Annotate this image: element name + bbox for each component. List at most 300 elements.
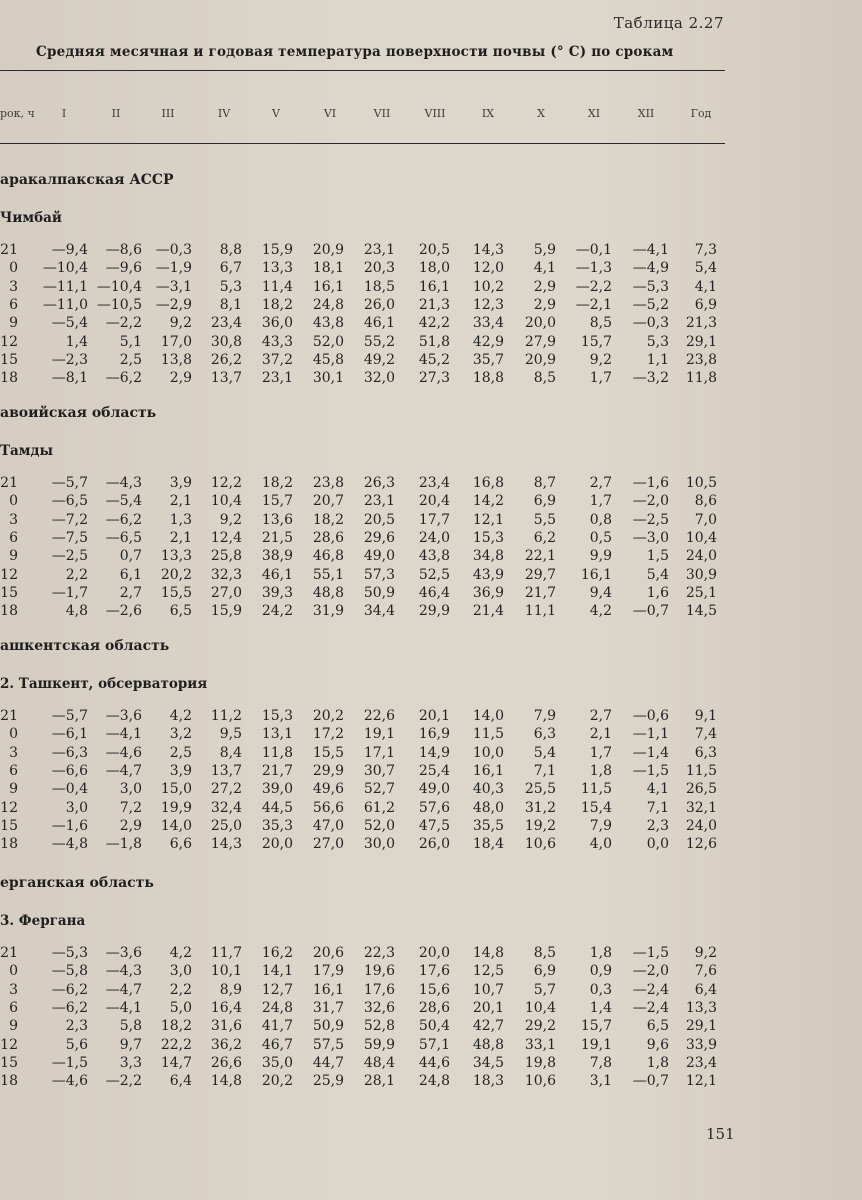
value-cell: 10,4 — [210, 493, 242, 510]
value-cell: 20,2 — [160, 566, 192, 583]
value-cell: 20,0 — [418, 945, 450, 961]
value-cell: 6,3 — [533, 726, 556, 743]
value-cell: 19,1 — [363, 726, 395, 743]
column-header-1: I — [61, 107, 67, 120]
hour-cell: 3 — [9, 511, 18, 528]
value-cell: 28,1 — [363, 1073, 395, 1090]
value-cell: 16,1 — [418, 278, 450, 295]
value-cell: 57,1 — [418, 1036, 450, 1053]
value-cell: 26,0 — [363, 296, 395, 313]
hour-cell: 0 — [9, 963, 18, 980]
value-cell: 3,2 — [169, 726, 192, 743]
value-cell: 38,9 — [261, 548, 293, 565]
value-cell: —3,6 — [105, 708, 142, 724]
value-cell: 42,2 — [418, 315, 450, 332]
value-cell: 2,9 — [533, 278, 556, 295]
value-cell: 18,3 — [472, 1073, 504, 1090]
hour-cell: 15 — [0, 817, 18, 834]
value-cell: 2,2 — [65, 566, 88, 583]
value-cell: —11,0 — [42, 296, 88, 313]
value-cell: 44,7 — [312, 1054, 344, 1071]
value-cell: 22,2 — [160, 1036, 192, 1053]
value-cell: 31,7 — [312, 999, 344, 1016]
value-cell: 15,4 — [580, 799, 612, 816]
value-cell: 47,0 — [312, 817, 344, 834]
value-cell: 17,1 — [363, 744, 395, 761]
value-cell: —7,2 — [51, 511, 88, 528]
value-cell: 36,2 — [210, 1036, 242, 1053]
value-cell: 11,1 — [524, 603, 556, 620]
column-header-10: X — [537, 107, 545, 120]
value-cell: 49,0 — [418, 781, 450, 798]
hour-cell: 3 — [9, 981, 18, 998]
value-cell: 7,1 — [646, 799, 669, 816]
value-cell: 6,1 — [119, 566, 142, 583]
value-cell: 41,7 — [261, 1018, 293, 1035]
value-cell: 24,8 — [418, 1073, 450, 1090]
value-cell: 52,8 — [363, 1018, 395, 1035]
value-cell: —6,3 — [51, 744, 88, 761]
value-cell: 46,1 — [261, 566, 293, 583]
value-cell: —1,8 — [105, 836, 142, 853]
table-row — [0, 529, 725, 547]
value-cell: 11,4 — [261, 278, 293, 295]
value-cell: —2,9 — [155, 296, 192, 313]
value-cell: 3,9 — [169, 762, 192, 779]
value-cell: 32,3 — [210, 566, 242, 583]
table-row — [0, 981, 725, 999]
value-cell: 17,7 — [418, 511, 450, 528]
value-cell: —7,5 — [51, 529, 88, 546]
value-cell: 14,3 — [210, 836, 242, 853]
value-cell: 46,7 — [261, 1036, 293, 1053]
value-cell: 1,1 — [646, 351, 669, 368]
value-cell: 33,9 — [685, 1036, 717, 1053]
value-cell: —0,3 — [632, 315, 669, 332]
value-cell: 21,5 — [261, 529, 293, 546]
column-header-7: VII — [373, 107, 391, 120]
value-cell: 12,4 — [210, 529, 242, 546]
value-cell: —1,6 — [51, 817, 88, 834]
value-cell: 28,6 — [312, 529, 344, 546]
value-cell: 7,0 — [694, 511, 717, 528]
value-cell: 1,8 — [589, 945, 612, 961]
hour-cell: 6 — [9, 999, 18, 1016]
hour-cell: 21 — [0, 475, 18, 491]
value-cell: 4,1 — [646, 781, 669, 798]
value-cell: 20,2 — [261, 1073, 293, 1090]
table-row — [0, 1054, 725, 1072]
value-cell: 4,1 — [533, 260, 556, 277]
value-cell: —5,3 — [51, 945, 88, 961]
value-cell: 1,5 — [646, 548, 669, 565]
value-cell: 49,2 — [363, 351, 395, 368]
column-header-6: VI — [323, 107, 337, 120]
value-cell: —4,7 — [105, 981, 142, 998]
column-header-11: XI — [587, 107, 601, 120]
value-cell: 6,9 — [533, 493, 556, 510]
value-cell: 2,7 — [119, 584, 142, 601]
value-cell: 15,9 — [261, 242, 293, 258]
hour-cell: 15 — [0, 351, 18, 368]
table-row — [0, 780, 725, 798]
value-cell: 7,9 — [589, 817, 612, 834]
value-cell: 19,1 — [580, 1036, 612, 1053]
value-cell: 9,2 — [219, 511, 242, 528]
value-cell: 15,5 — [312, 744, 344, 761]
value-cell: 20,6 — [312, 945, 344, 961]
value-cell: 13,3 — [261, 260, 293, 277]
value-cell: 15,7 — [580, 1018, 612, 1035]
value-cell: —3,6 — [105, 945, 142, 961]
table-row — [0, 999, 725, 1017]
value-cell: 2,7 — [589, 708, 612, 724]
value-cell: 32,6 — [363, 999, 395, 1016]
value-cell: 26,6 — [210, 1054, 242, 1071]
value-cell: —11,1 — [42, 278, 88, 295]
table-row — [0, 492, 725, 510]
value-cell: 17,2 — [312, 726, 344, 743]
hour-cell: 21 — [0, 242, 18, 258]
column-header-5: V — [272, 107, 280, 120]
value-cell: 4,1 — [694, 278, 717, 295]
value-cell: 12,0 — [472, 260, 504, 277]
hour-cell: 6 — [9, 296, 18, 313]
value-cell: 23,8 — [312, 475, 344, 491]
value-cell: 57,3 — [363, 566, 395, 583]
value-cell: 19,2 — [524, 817, 556, 834]
value-cell: 2,3 — [65, 1018, 88, 1035]
value-cell: 5,0 — [169, 999, 192, 1016]
value-cell: —4,9 — [632, 260, 669, 277]
value-cell: —2,2 — [105, 315, 142, 332]
value-cell: —6,1 — [51, 726, 88, 743]
value-cell: 46,4 — [418, 584, 450, 601]
hour-cell: 9 — [9, 548, 18, 565]
value-cell: 15,5 — [160, 584, 192, 601]
value-cell: 29,2 — [524, 1018, 556, 1035]
value-cell: 50,4 — [418, 1018, 450, 1035]
value-cell: 5,4 — [646, 566, 669, 583]
value-cell: 15,9 — [210, 603, 242, 620]
value-cell: 19,6 — [363, 963, 395, 980]
value-cell: —10,5 — [96, 296, 142, 313]
value-cell: 12,2 — [210, 475, 242, 491]
station-heading: Тамды — [0, 443, 54, 459]
value-cell: 50,9 — [312, 1018, 344, 1035]
value-cell: 61,2 — [363, 799, 395, 816]
value-cell: 8,5 — [533, 370, 556, 387]
value-cell: 1,7 — [589, 370, 612, 387]
value-cell: 25,4 — [418, 762, 450, 779]
value-cell: 6,6 — [169, 836, 192, 853]
value-cell: 20,1 — [472, 999, 504, 1016]
value-cell: 2,1 — [589, 726, 612, 743]
value-cell: 24,0 — [685, 817, 717, 834]
value-cell: 9,4 — [589, 584, 612, 601]
value-cell: 14,8 — [472, 945, 504, 961]
value-cell: 23,4 — [418, 475, 450, 491]
table-title: Средняя месячная и годовая температура поверхности почвы (° С) по срокам — [36, 44, 674, 60]
column-header-hour: рок, ч — [0, 107, 35, 120]
value-cell: 31,6 — [210, 1018, 242, 1035]
value-cell: 13,7 — [210, 370, 242, 387]
column-header-3: III — [161, 107, 175, 120]
value-cell: 15,0 — [160, 781, 192, 798]
value-cell: 2,3 — [646, 817, 669, 834]
hour-cell: 0 — [9, 493, 18, 510]
value-cell: 5,4 — [533, 744, 556, 761]
value-cell: 10,0 — [472, 744, 504, 761]
value-cell: 18,8 — [472, 370, 504, 387]
value-cell: 5,1 — [119, 333, 142, 350]
value-cell: 10,4 — [685, 529, 717, 546]
value-cell: 8,1 — [219, 296, 242, 313]
hour-cell: 9 — [9, 315, 18, 332]
value-cell: 12,3 — [472, 296, 504, 313]
table-row — [0, 566, 725, 584]
value-cell: —2,4 — [632, 999, 669, 1016]
value-cell: 18,1 — [312, 260, 344, 277]
value-cell: 10,5 — [685, 475, 717, 491]
value-cell: 33,4 — [472, 315, 504, 332]
value-cell: 24,8 — [312, 296, 344, 313]
value-cell: —2,3 — [51, 351, 88, 368]
value-cell: 47,5 — [418, 817, 450, 834]
table-row — [0, 474, 725, 492]
value-cell: 22,6 — [363, 708, 395, 724]
value-cell: —4,3 — [105, 475, 142, 491]
value-cell: 3,9 — [169, 475, 192, 491]
value-cell: 18,2 — [261, 475, 293, 491]
value-cell: 55,2 — [363, 333, 395, 350]
value-cell: 9,2 — [694, 945, 717, 961]
value-cell: 1,4 — [65, 333, 88, 350]
value-cell: 12,7 — [261, 981, 293, 998]
value-cell: 7,1 — [533, 762, 556, 779]
value-cell: 46,8 — [312, 548, 344, 565]
hour-cell: 6 — [9, 529, 18, 546]
value-cell: 34,4 — [363, 603, 395, 620]
value-cell: —1,3 — [575, 260, 612, 277]
value-cell: 8,7 — [533, 475, 556, 491]
value-cell: 5,6 — [65, 1036, 88, 1053]
value-cell: 32,1 — [685, 799, 717, 816]
value-cell: 9,7 — [119, 1036, 142, 1053]
table-row — [0, 944, 725, 962]
table-row — [0, 351, 725, 369]
value-cell: 18,2 — [261, 296, 293, 313]
value-cell: 2,5 — [169, 744, 192, 761]
value-cell: 35,3 — [261, 817, 293, 834]
value-cell: 51,8 — [418, 333, 450, 350]
value-cell: 11,5 — [472, 726, 504, 743]
value-cell: —2,5 — [51, 548, 88, 565]
value-cell: 35,7 — [472, 351, 504, 368]
value-cell: 31,9 — [312, 603, 344, 620]
value-cell: —6,2 — [105, 511, 142, 528]
hour-cell: 18 — [0, 1073, 18, 1090]
value-cell: 21,7 — [261, 762, 293, 779]
value-cell: —6,2 — [51, 981, 88, 998]
hour-cell: 6 — [9, 762, 18, 779]
column-header-12: XII — [637, 107, 655, 120]
value-cell: 1,8 — [646, 1054, 669, 1071]
hour-cell: 21 — [0, 945, 18, 961]
value-cell: 10,6 — [524, 836, 556, 853]
value-cell: 30,9 — [685, 566, 717, 583]
table-row — [0, 1072, 725, 1090]
hour-cell: 12 — [0, 566, 18, 583]
value-cell: 42,7 — [472, 1018, 504, 1035]
table-row — [0, 817, 725, 835]
value-cell: —0,4 — [51, 781, 88, 798]
hour-cell: 18 — [0, 603, 18, 620]
value-cell: 14,0 — [160, 817, 192, 834]
hour-cell: 9 — [9, 781, 18, 798]
value-cell: 25,0 — [210, 817, 242, 834]
table-row — [0, 602, 725, 620]
column-header-4: IV — [217, 107, 231, 120]
value-cell: 43,8 — [418, 548, 450, 565]
table-row — [0, 333, 725, 351]
value-cell: 24,0 — [685, 548, 717, 565]
value-cell: 52,0 — [363, 817, 395, 834]
value-cell: 13,7 — [210, 762, 242, 779]
value-cell: 4,2 — [169, 945, 192, 961]
value-cell: 21,3 — [685, 315, 717, 332]
value-cell: —10,4 — [42, 260, 88, 277]
station-heading: 2. Ташкент, обсерватория — [0, 676, 208, 692]
value-cell: 11,2 — [210, 708, 242, 724]
value-cell: 39,0 — [261, 781, 293, 798]
value-cell: 19,8 — [524, 1054, 556, 1071]
value-cell: 12,5 — [472, 963, 504, 980]
value-cell: —4,6 — [51, 1073, 88, 1090]
value-cell: 0,7 — [119, 548, 142, 565]
value-cell: 14,0 — [472, 708, 504, 724]
value-cell: 9,6 — [646, 1036, 669, 1053]
value-cell: 49,6 — [312, 781, 344, 798]
value-cell: 22,1 — [524, 548, 556, 565]
value-cell: 6,5 — [646, 1018, 669, 1035]
value-cell: 11,8 — [261, 744, 293, 761]
value-cell: 37,2 — [261, 351, 293, 368]
column-header-2: II — [111, 107, 121, 120]
value-cell: 55,1 — [312, 566, 344, 583]
value-cell: 28,6 — [418, 999, 450, 1016]
value-cell: 36,0 — [261, 315, 293, 332]
value-cell: 7,3 — [694, 242, 717, 258]
value-cell: 20,9 — [524, 351, 556, 368]
table-row — [0, 962, 725, 980]
table-row — [0, 707, 725, 725]
value-cell: 14,5 — [685, 603, 717, 620]
value-cell: —3,1 — [155, 278, 192, 295]
value-cell: 26,5 — [685, 781, 717, 798]
value-cell: —0,1 — [575, 242, 612, 258]
value-cell: 34,5 — [472, 1054, 504, 1071]
column-header-9: IX — [481, 107, 495, 120]
value-cell: —0,7 — [632, 1073, 669, 1090]
table-row — [0, 241, 725, 259]
value-cell: 30,1 — [312, 370, 344, 387]
station-heading: 3. Фергана — [0, 913, 86, 929]
value-cell: 5,7 — [533, 981, 556, 998]
value-cell: 23,8 — [685, 351, 717, 368]
value-cell: 9,2 — [169, 315, 192, 332]
value-cell: 16,9 — [418, 726, 450, 743]
value-cell: 20,0 — [524, 315, 556, 332]
value-cell: —2,1 — [575, 296, 612, 313]
value-cell: 11,8 — [685, 370, 717, 387]
column-header-13: Год — [690, 107, 712, 120]
hour-cell: 0 — [9, 726, 18, 743]
value-cell: —1,1 — [632, 726, 669, 743]
value-cell: 9,2 — [589, 351, 612, 368]
value-cell: —0,6 — [632, 708, 669, 724]
value-cell: 5,5 — [533, 511, 556, 528]
value-cell: 14,7 — [160, 1054, 192, 1071]
value-cell: —1,4 — [632, 744, 669, 761]
value-cell: —2,0 — [632, 493, 669, 510]
table-row — [0, 835, 725, 853]
value-cell: 2,7 — [589, 475, 612, 491]
value-cell: 11,5 — [685, 762, 717, 779]
value-cell: 17,6 — [363, 981, 395, 998]
value-cell: 20,3 — [363, 260, 395, 277]
value-cell: 1,7 — [589, 744, 612, 761]
hour-cell: 12 — [0, 333, 18, 350]
value-cell: 52,5 — [418, 566, 450, 583]
value-cell: 5,9 — [533, 242, 556, 258]
value-cell: 2,5 — [119, 351, 142, 368]
value-cell: 20,2 — [312, 708, 344, 724]
value-cell: 23,1 — [363, 242, 395, 258]
value-cell: 16,1 — [472, 762, 504, 779]
value-cell: 16,1 — [312, 981, 344, 998]
value-cell: 25,5 — [524, 781, 556, 798]
value-cell: 43,8 — [312, 315, 344, 332]
value-cell: 4,8 — [65, 603, 88, 620]
hour-cell: 9 — [9, 1018, 18, 1035]
value-cell: —1,5 — [632, 945, 669, 961]
value-cell: 32,4 — [210, 799, 242, 816]
value-cell: —5,4 — [105, 493, 142, 510]
value-cell: 27,2 — [210, 781, 242, 798]
value-cell: 9,9 — [589, 548, 612, 565]
top-rule — [0, 70, 725, 71]
value-cell: 6,4 — [169, 1073, 192, 1090]
value-cell: 23,4 — [685, 1054, 717, 1071]
value-cell: 7,4 — [694, 726, 717, 743]
value-cell: 43,3 — [261, 333, 293, 350]
value-cell: 2,9 — [119, 817, 142, 834]
value-cell: 39,3 — [261, 584, 293, 601]
value-cell: —6,2 — [51, 999, 88, 1016]
hour-cell: 18 — [0, 370, 18, 387]
value-cell: —3,0 — [632, 529, 669, 546]
value-cell: 9,5 — [219, 726, 242, 743]
value-cell: 26,2 — [210, 351, 242, 368]
value-cell: 32,0 — [363, 370, 395, 387]
value-cell: 30,7 — [363, 762, 395, 779]
value-cell: 24,8 — [261, 999, 293, 1016]
column-header-row — [0, 107, 725, 127]
value-cell: —2,5 — [632, 511, 669, 528]
value-cell: 17,9 — [312, 963, 344, 980]
table-row — [0, 314, 725, 332]
